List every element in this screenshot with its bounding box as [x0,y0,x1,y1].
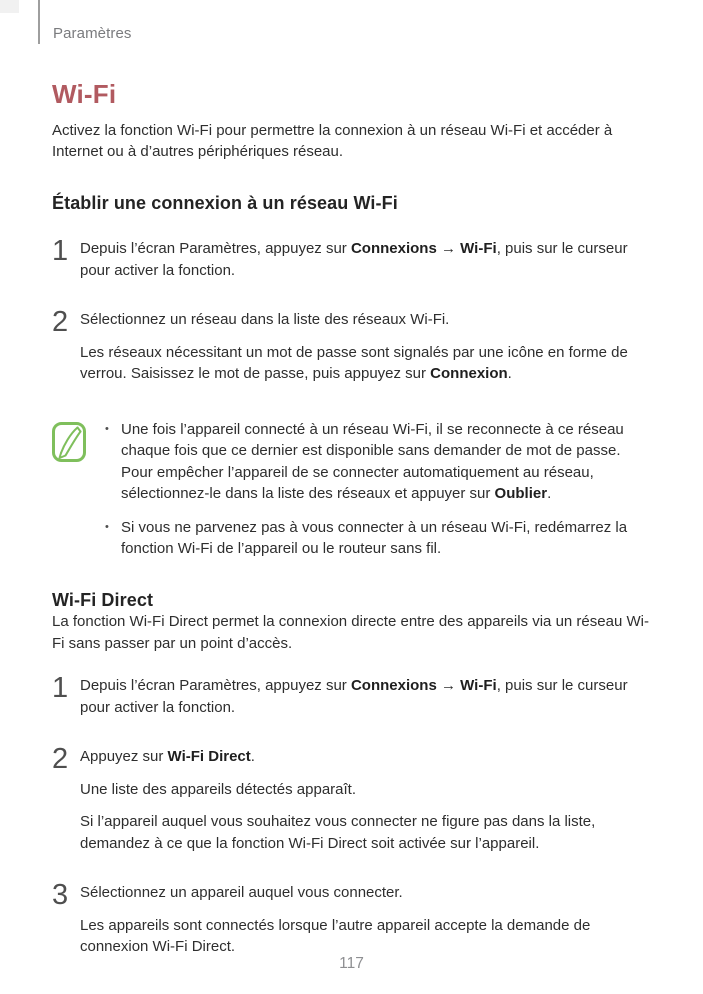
step-number: 1 [52,235,69,268]
step-content [80,674,651,718]
step-item [52,745,651,854]
step-item [52,674,651,718]
subsection-heading-connect: Établir une connexion à un réseau Wi-Fi [52,192,398,213]
step-number: 2 [52,306,69,339]
manual-page-content [52,0,651,985]
step-number: 1 [52,672,69,705]
subsection-heading-wifi-direct: Wi-Fi Direct [52,589,154,610]
step-number: 3 [52,879,69,912]
step-detail: Les réseaux nécessitant un mot de passe sont signalés par une icône en forme de verrou. Saisissez le mot de passe, puis appuyez sur Connexion. [80,343,628,383]
step-text: Depuis l’écran Paramètres, appuyez sur Connexions → Wi-Fi, puis sur le curseur pour activer la fonction. [80,677,628,716]
note-bullet-list [86,419,651,560]
step-text: Sélectionnez un réseau dans la liste des réseaux Wi-Fi. [80,311,450,329]
step-number: 2 [52,743,69,776]
page-number: 117 [339,955,364,972]
note-bullet: • Si vous ne parvenez pas à vous connecter à un réseau Wi-Fi, redémarrez la fonction Wi-Fi de l’appareil ou le routeur sans fil. [102,517,651,560]
step-text: Depuis l’écran Paramètres, appuyez sur Connexions → Wi-Fi, puis sur le curseur pour activer la fonction. [80,240,628,279]
breadcrumb: Paramètres [53,25,132,42]
step-content [80,745,651,854]
step-item [52,237,651,281]
step-text: Sélectionnez un appareil auquel vous connecter. [80,884,403,902]
page-corner-mark [0,0,19,13]
pencil-note-icon [52,422,86,462]
step-content [80,881,651,958]
wifi-direct-intro: La fonction Wi-Fi Direct permet la connexion directe entre des appareils via un réseau Wi-Fi sans passer par un point d’accès. [52,613,649,652]
wifi-direct-steps-list [52,674,651,958]
step-text: Appuyez sur Wi-Fi Direct. [80,748,255,766]
header-divider-rule [38,0,40,44]
step-item [52,881,651,958]
step-detail: Les appareils sont connectés lorsque l’autre appareil accepte la demande de connexion Wi-Fi Direct. [80,916,591,956]
step-content [80,308,651,385]
section-intro: Activez la fonction Wi-Fi pour permettre la connexion à un réseau Wi-Fi et accéder à Internet ou à d’autres périphériques réseau. [52,121,613,161]
step-item [52,308,651,385]
step-detail: Si l’appareil auquel vous souhaitez vous connecter ne figure pas dans la liste, demandez à ce que la fonction Wi-Fi Direct soit activée sur l’appareil. [80,813,596,852]
note-bullet: • Une fois l’appareil connecté à un réseau Wi-Fi, il se reconnecte à ce réseau chaque fois que ce dernier est disponible sans demander de mot de passe. Pour empêcher l’appareil de se connecter automatiquement au réseau, sélectionnez-le dans la liste des réseaux et appuyer sur Oublier. [102,419,651,505]
connect-steps-list [52,237,651,385]
step-content [80,237,651,281]
note-box [52,419,651,560]
step-detail: Une liste des appareils détectés apparaît. [80,780,356,798]
page-title: Wi-Fi [52,79,117,109]
